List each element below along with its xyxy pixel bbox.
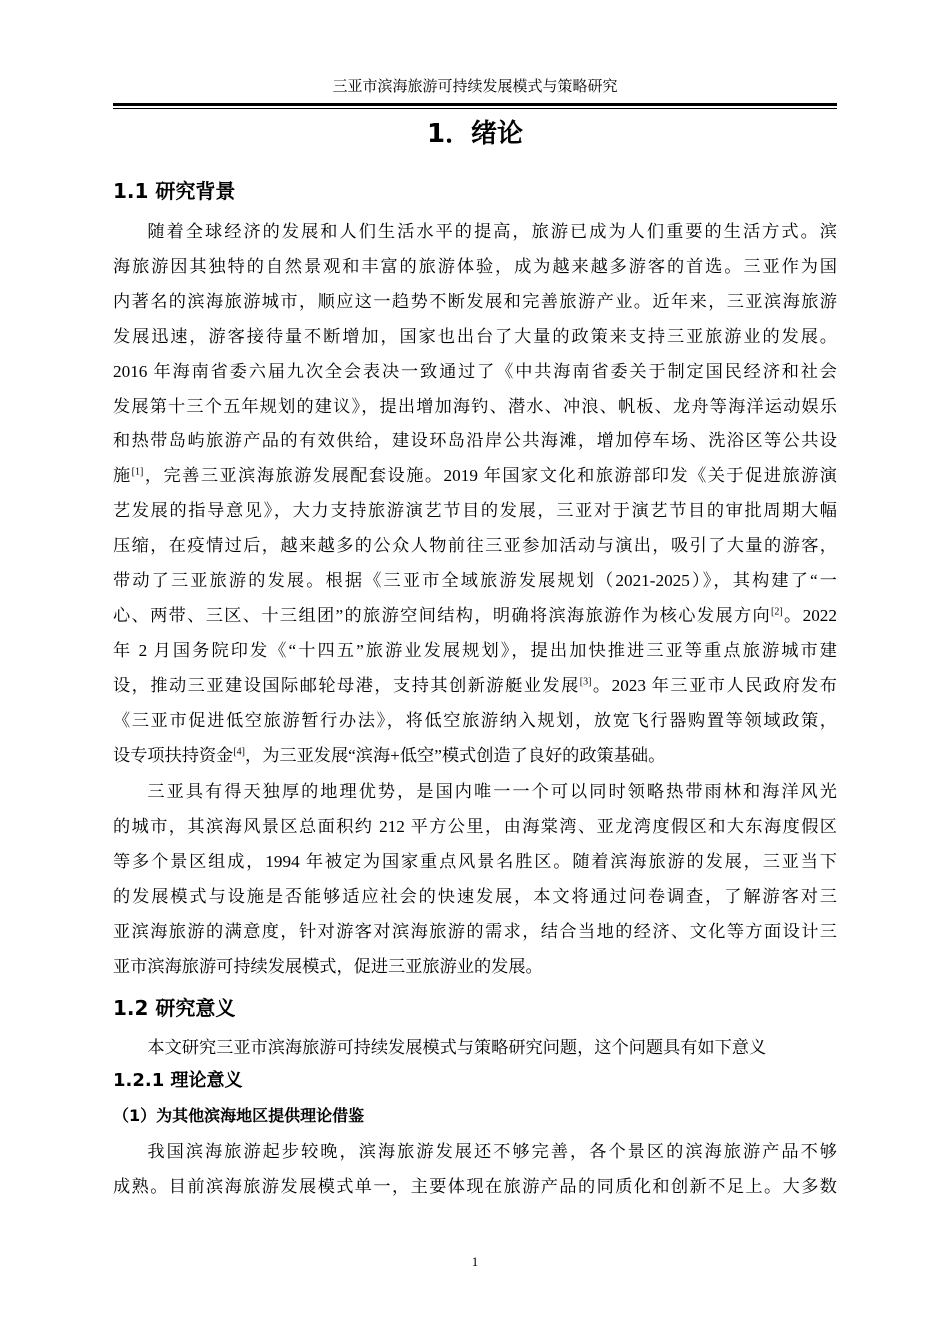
paragraph-line: 2016 年海南省委六届九次全会表决一致通过了《中共海南省委关于制定国民经济和社会 xyxy=(113,361,837,381)
running-header: 三亚市滨海旅游可持续发展模式与策略研究 xyxy=(332,79,618,95)
paragraph-line: 成熟。目前滨海旅游发展模式单一，主要体现在旅游产品的同质化和创新不足上。大多数 xyxy=(113,1176,837,1196)
item-heading-1: （1）为其他滨海地区提供理论借鉴 xyxy=(113,1106,365,1125)
significance-intro xyxy=(113,1031,837,1066)
background-paragraph-1 xyxy=(113,215,837,774)
section-heading-1-2: 1.2 研究意义 xyxy=(113,996,236,1020)
paragraph-line: 发展第十三个五年规划的建议》，提出增加海钓、潜水、冲浪、帆板、龙舟等海洋运动娱乐 xyxy=(113,396,837,416)
theory-paragraph xyxy=(113,1135,837,1205)
paragraph-line: 海旅游因其独特的自然景观和丰富的旅游体验，成为越来越多游客的首选。三亚作为国 xyxy=(113,256,837,276)
paragraph-line: 年 2 月国务院印发《“十四五”旅游业发展规划》，提出加快推进三亚等重点旅游城市建 xyxy=(113,640,837,660)
paragraph-line: 压缩，在疫情过后，越来越多的公众人物前往三亚参加活动与演出，吸引了大量的游客， xyxy=(113,536,837,556)
header-rule-thick xyxy=(113,103,837,106)
paragraph-line: 内著名的滨海旅游城市，顺应这一趋势不断发展和完善旅游产业。近年来，三亚滨海旅游 xyxy=(113,291,837,311)
page-number: 1 xyxy=(471,1254,479,1269)
paragraph-line: 等多个景区组成，1994 年被定为国家重点风景名胜区。随着滨海旅游的发展，三亚当下 xyxy=(113,851,837,871)
paragraph-line: 心、两带、三区、十三组团”的旅游空间结构，明确将滨海旅游作为核心发展方向[2]。2022 xyxy=(113,605,837,625)
paragraph-line: 随着全球经济的发展和人们生活水平的提高，旅游已成为人们重要的生活方式。滨 xyxy=(147,222,837,241)
citation-marker: [4] xyxy=(233,745,245,757)
citation-marker: [2] xyxy=(771,606,783,618)
paragraph-line: 亚市滨海旅游可持续发展模式，促进三亚旅游业的发展。 xyxy=(113,956,543,976)
section-heading-1-1: 1.1 研究背景 xyxy=(113,179,236,203)
paragraph-line: 设专项扶持资金[4]，为三亚发展“滨海+低空”模式创造了良好的政策基础。 xyxy=(113,745,666,765)
citation-marker: [1] xyxy=(131,466,144,478)
subsection-heading-1-2-1: 1.2.1 理论意义 xyxy=(113,1070,243,1091)
paragraph-line: 的城市，其滨海风景区总面积约 212 平方公里，由海棠湾、亚龙湾度假区和大东海度假区 xyxy=(113,816,837,836)
header-rule-thin xyxy=(113,108,837,109)
paragraph-line: 带动了三亚旅游的发展。根据《三亚市全域旅游发展规划（2021-2025）》，其构建了“一 xyxy=(113,571,837,591)
paragraph-line: 发展迅速，游客接待量不断增加，国家也出台了大量的政策来支持三亚旅游业的发展。 xyxy=(113,326,837,346)
chapter-title: 1．绪论 xyxy=(426,119,524,149)
paragraph-line: 艺发展的指导意见》，大力支持旅游演艺节目的发展，三亚对于演艺节目的审批周期大幅 xyxy=(113,501,837,521)
paragraph-line: 亚滨海旅游的满意度，针对游客对滨海旅游的需求，结合当地的经济、文化等方面设计三 xyxy=(113,921,837,941)
citation-marker: [3] xyxy=(579,676,592,688)
paragraph-line: 设，推动三亚建设国际邮轮母港，支持其创新游艇业发展[3]。2023 年三亚市人民政府发布 xyxy=(113,675,837,695)
paragraph-line: 《三亚市促进低空旅游暂行办法》，将低空旅游纳入规划，放宽飞行器购置等领域政策， xyxy=(113,710,837,730)
paragraph-line: 和热带岛屿旅游产品的有效供给，建设环岛沿岸公共海滩，增加停车场、洗浴区等公共设 xyxy=(113,431,837,451)
background-paragraph-2 xyxy=(113,775,837,984)
paragraph-line: 三亚具有得天独厚的地理优势，是国内唯一一个可以同时领略热带雨林和海洋风光 xyxy=(147,782,837,801)
paragraph-line: 我国滨海旅游起步较晚，滨海旅游发展还不够完善，各个景区的滨海旅游产品不够 xyxy=(147,1142,837,1161)
paragraph-line: 的发展模式与设施是否能够适应社会的快速发展，本文将通过问卷调查，了解游客对三 xyxy=(113,886,837,906)
paragraph-line: 施[1]，完善三亚滨海旅游发展配套设施。2019 年国家文化和旅游部印发《关于促进旅游演 xyxy=(113,466,837,486)
paragraph-line: 本文研究三亚市滨海旅游可持续发展模式与策略研究问题，这个问题具有如下意义 xyxy=(147,1038,767,1057)
